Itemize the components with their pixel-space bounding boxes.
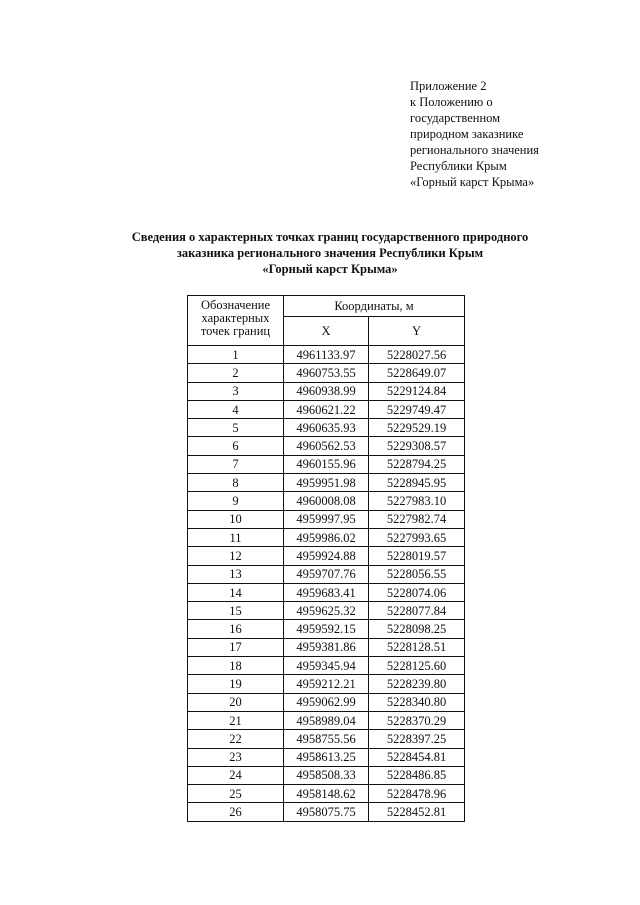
table-row <box>188 547 465 565</box>
x-coordinate-cell: 4959062.99 <box>284 693 369 711</box>
table-row <box>188 364 465 382</box>
point-number-cell: 20 <box>188 693 284 711</box>
table-row <box>188 730 465 748</box>
table-row <box>188 766 465 784</box>
y-coordinate-cell: 5228397.25 <box>369 730 465 748</box>
table-row <box>188 474 465 492</box>
table-row <box>188 510 465 528</box>
y-header: Y <box>369 317 465 346</box>
x-coordinate-cell: 4960635.93 <box>284 419 369 437</box>
point-number-cell: 5 <box>188 419 284 437</box>
table-row <box>188 528 465 546</box>
point-number-cell: 26 <box>188 803 284 821</box>
title-line: Сведения о характерных точках границ государственного природного <box>131 230 529 244</box>
y-coordinate-cell: 5227993.65 <box>369 528 465 546</box>
point-number-cell: 14 <box>188 583 284 601</box>
title-line: «Горный карст Крыма» <box>262 262 398 276</box>
table-row <box>188 400 465 418</box>
x-coordinate-cell: 4961133.97 <box>284 346 369 364</box>
x-coordinate-cell: 4958075.75 <box>284 803 369 821</box>
y-coordinate-cell: 5227982.74 <box>369 510 465 528</box>
x-coordinate-cell: 4960753.55 <box>284 364 369 382</box>
table-row <box>188 638 465 656</box>
point-number-cell: 24 <box>188 766 284 784</box>
x-coordinate-cell: 4959381.86 <box>284 638 369 656</box>
y-coordinate-cell: 5228452.81 <box>369 803 465 821</box>
x-coordinate-cell: 4960155.96 <box>284 455 369 473</box>
y-coordinate-cell: 5228056.55 <box>369 565 465 583</box>
table-body <box>188 346 465 822</box>
y-coordinate-cell: 5228486.85 <box>369 766 465 784</box>
point-number-cell: 13 <box>188 565 284 583</box>
table-row <box>188 419 465 437</box>
x-coordinate-cell: 4959951.98 <box>284 474 369 492</box>
document-title <box>60 229 600 277</box>
point-number-cell: 2 <box>188 364 284 382</box>
table-row <box>188 455 465 473</box>
table-row <box>188 785 465 803</box>
point-number-cell: 8 <box>188 474 284 492</box>
point-number-cell: 18 <box>188 657 284 675</box>
y-coordinate-cell: 5228098.25 <box>369 620 465 638</box>
table-row <box>188 565 465 583</box>
table-row <box>188 346 465 364</box>
x-coordinate-cell: 4960008.08 <box>284 492 369 510</box>
coordinates-table <box>187 295 465 822</box>
point-number-cell: 4 <box>188 400 284 418</box>
table-row <box>188 583 465 601</box>
x-coordinate-cell: 4959683.41 <box>284 583 369 601</box>
x-header: X <box>284 317 369 346</box>
point-number-cell: 7 <box>188 455 284 473</box>
appendix-line: природном заказнике <box>410 127 524 141</box>
table-row <box>188 437 465 455</box>
x-coordinate-cell: 4959986.02 <box>284 528 369 546</box>
y-coordinate-cell: 5229749.47 <box>369 400 465 418</box>
point-number-cell: 25 <box>188 785 284 803</box>
point-number-cell: 19 <box>188 675 284 693</box>
x-coordinate-cell: 4959997.95 <box>284 510 369 528</box>
y-coordinate-cell: 5228340.80 <box>369 693 465 711</box>
x-coordinate-cell: 4959924.88 <box>284 547 369 565</box>
table-row <box>188 492 465 510</box>
table-row <box>188 620 465 638</box>
y-coordinate-cell: 5228074.06 <box>369 583 465 601</box>
table-row <box>188 748 465 766</box>
x-coordinate-cell: 4958755.56 <box>284 730 369 748</box>
table-row <box>188 382 465 400</box>
appendix-note <box>410 78 610 190</box>
y-coordinate-cell: 5227983.10 <box>369 492 465 510</box>
y-coordinate-cell: 5228128.51 <box>369 638 465 656</box>
coordinates-header: Координаты, м <box>284 296 465 317</box>
x-coordinate-cell: 4959345.94 <box>284 657 369 675</box>
y-coordinate-cell: 5229529.19 <box>369 419 465 437</box>
point-number-cell: 17 <box>188 638 284 656</box>
point-label-header: Обозначение характерных точек границ <box>188 296 284 346</box>
title-line: заказника регионального значения Республики Крым <box>176 246 484 260</box>
point-number-cell: 15 <box>188 602 284 620</box>
point-number-cell: 12 <box>188 547 284 565</box>
point-number-cell: 1 <box>188 346 284 364</box>
y-coordinate-cell: 5228370.29 <box>369 711 465 729</box>
y-coordinate-cell: 5228945.95 <box>369 474 465 492</box>
x-coordinate-cell: 4958613.25 <box>284 748 369 766</box>
appendix-line: «Горный карст Крыма» <box>410 175 535 189</box>
appendix-line: к Положению о <box>410 95 493 109</box>
appendix-line: Республики Крым <box>410 159 507 173</box>
y-coordinate-cell: 5228125.60 <box>369 657 465 675</box>
appendix-line: государственном <box>410 111 501 125</box>
x-coordinate-cell: 4958989.04 <box>284 711 369 729</box>
y-coordinate-cell: 5228794.25 <box>369 455 465 473</box>
appendix-line: Приложение 2 <box>410 79 487 93</box>
table-row <box>188 675 465 693</box>
point-number-cell: 21 <box>188 711 284 729</box>
x-coordinate-cell: 4959707.76 <box>284 565 369 583</box>
y-coordinate-cell: 5228019.57 <box>369 547 465 565</box>
y-coordinate-cell: 5228077.84 <box>369 602 465 620</box>
table-row <box>188 602 465 620</box>
point-number-cell: 23 <box>188 748 284 766</box>
point-number-cell: 16 <box>188 620 284 638</box>
point-number-cell: 3 <box>188 382 284 400</box>
y-coordinate-cell: 5228454.81 <box>369 748 465 766</box>
y-coordinate-cell: 5228027.56 <box>369 346 465 364</box>
point-number-cell: 9 <box>188 492 284 510</box>
x-coordinate-cell: 4960562.53 <box>284 437 369 455</box>
point-number-cell: 6 <box>188 437 284 455</box>
y-coordinate-cell: 5228239.80 <box>369 675 465 693</box>
x-coordinate-cell: 4959625.32 <box>284 602 369 620</box>
appendix-line: регионального значения <box>410 143 539 157</box>
y-coordinate-cell: 5229308.57 <box>369 437 465 455</box>
point-number-cell: 10 <box>188 510 284 528</box>
table-row <box>188 711 465 729</box>
point-number-cell: 22 <box>188 730 284 748</box>
x-coordinate-cell: 4958508.33 <box>284 766 369 784</box>
y-coordinate-cell: 5228478.96 <box>369 785 465 803</box>
table-row <box>188 803 465 821</box>
x-coordinate-cell: 4959212.21 <box>284 675 369 693</box>
y-coordinate-cell: 5228649.07 <box>369 364 465 382</box>
y-coordinate-cell: 5229124.84 <box>369 382 465 400</box>
table-row <box>188 693 465 711</box>
point-number-cell: 11 <box>188 528 284 546</box>
x-coordinate-cell: 4959592.15 <box>284 620 369 638</box>
x-coordinate-cell: 4960621.22 <box>284 400 369 418</box>
table-row <box>188 657 465 675</box>
x-coordinate-cell: 4960938.99 <box>284 382 369 400</box>
x-coordinate-cell: 4958148.62 <box>284 785 369 803</box>
